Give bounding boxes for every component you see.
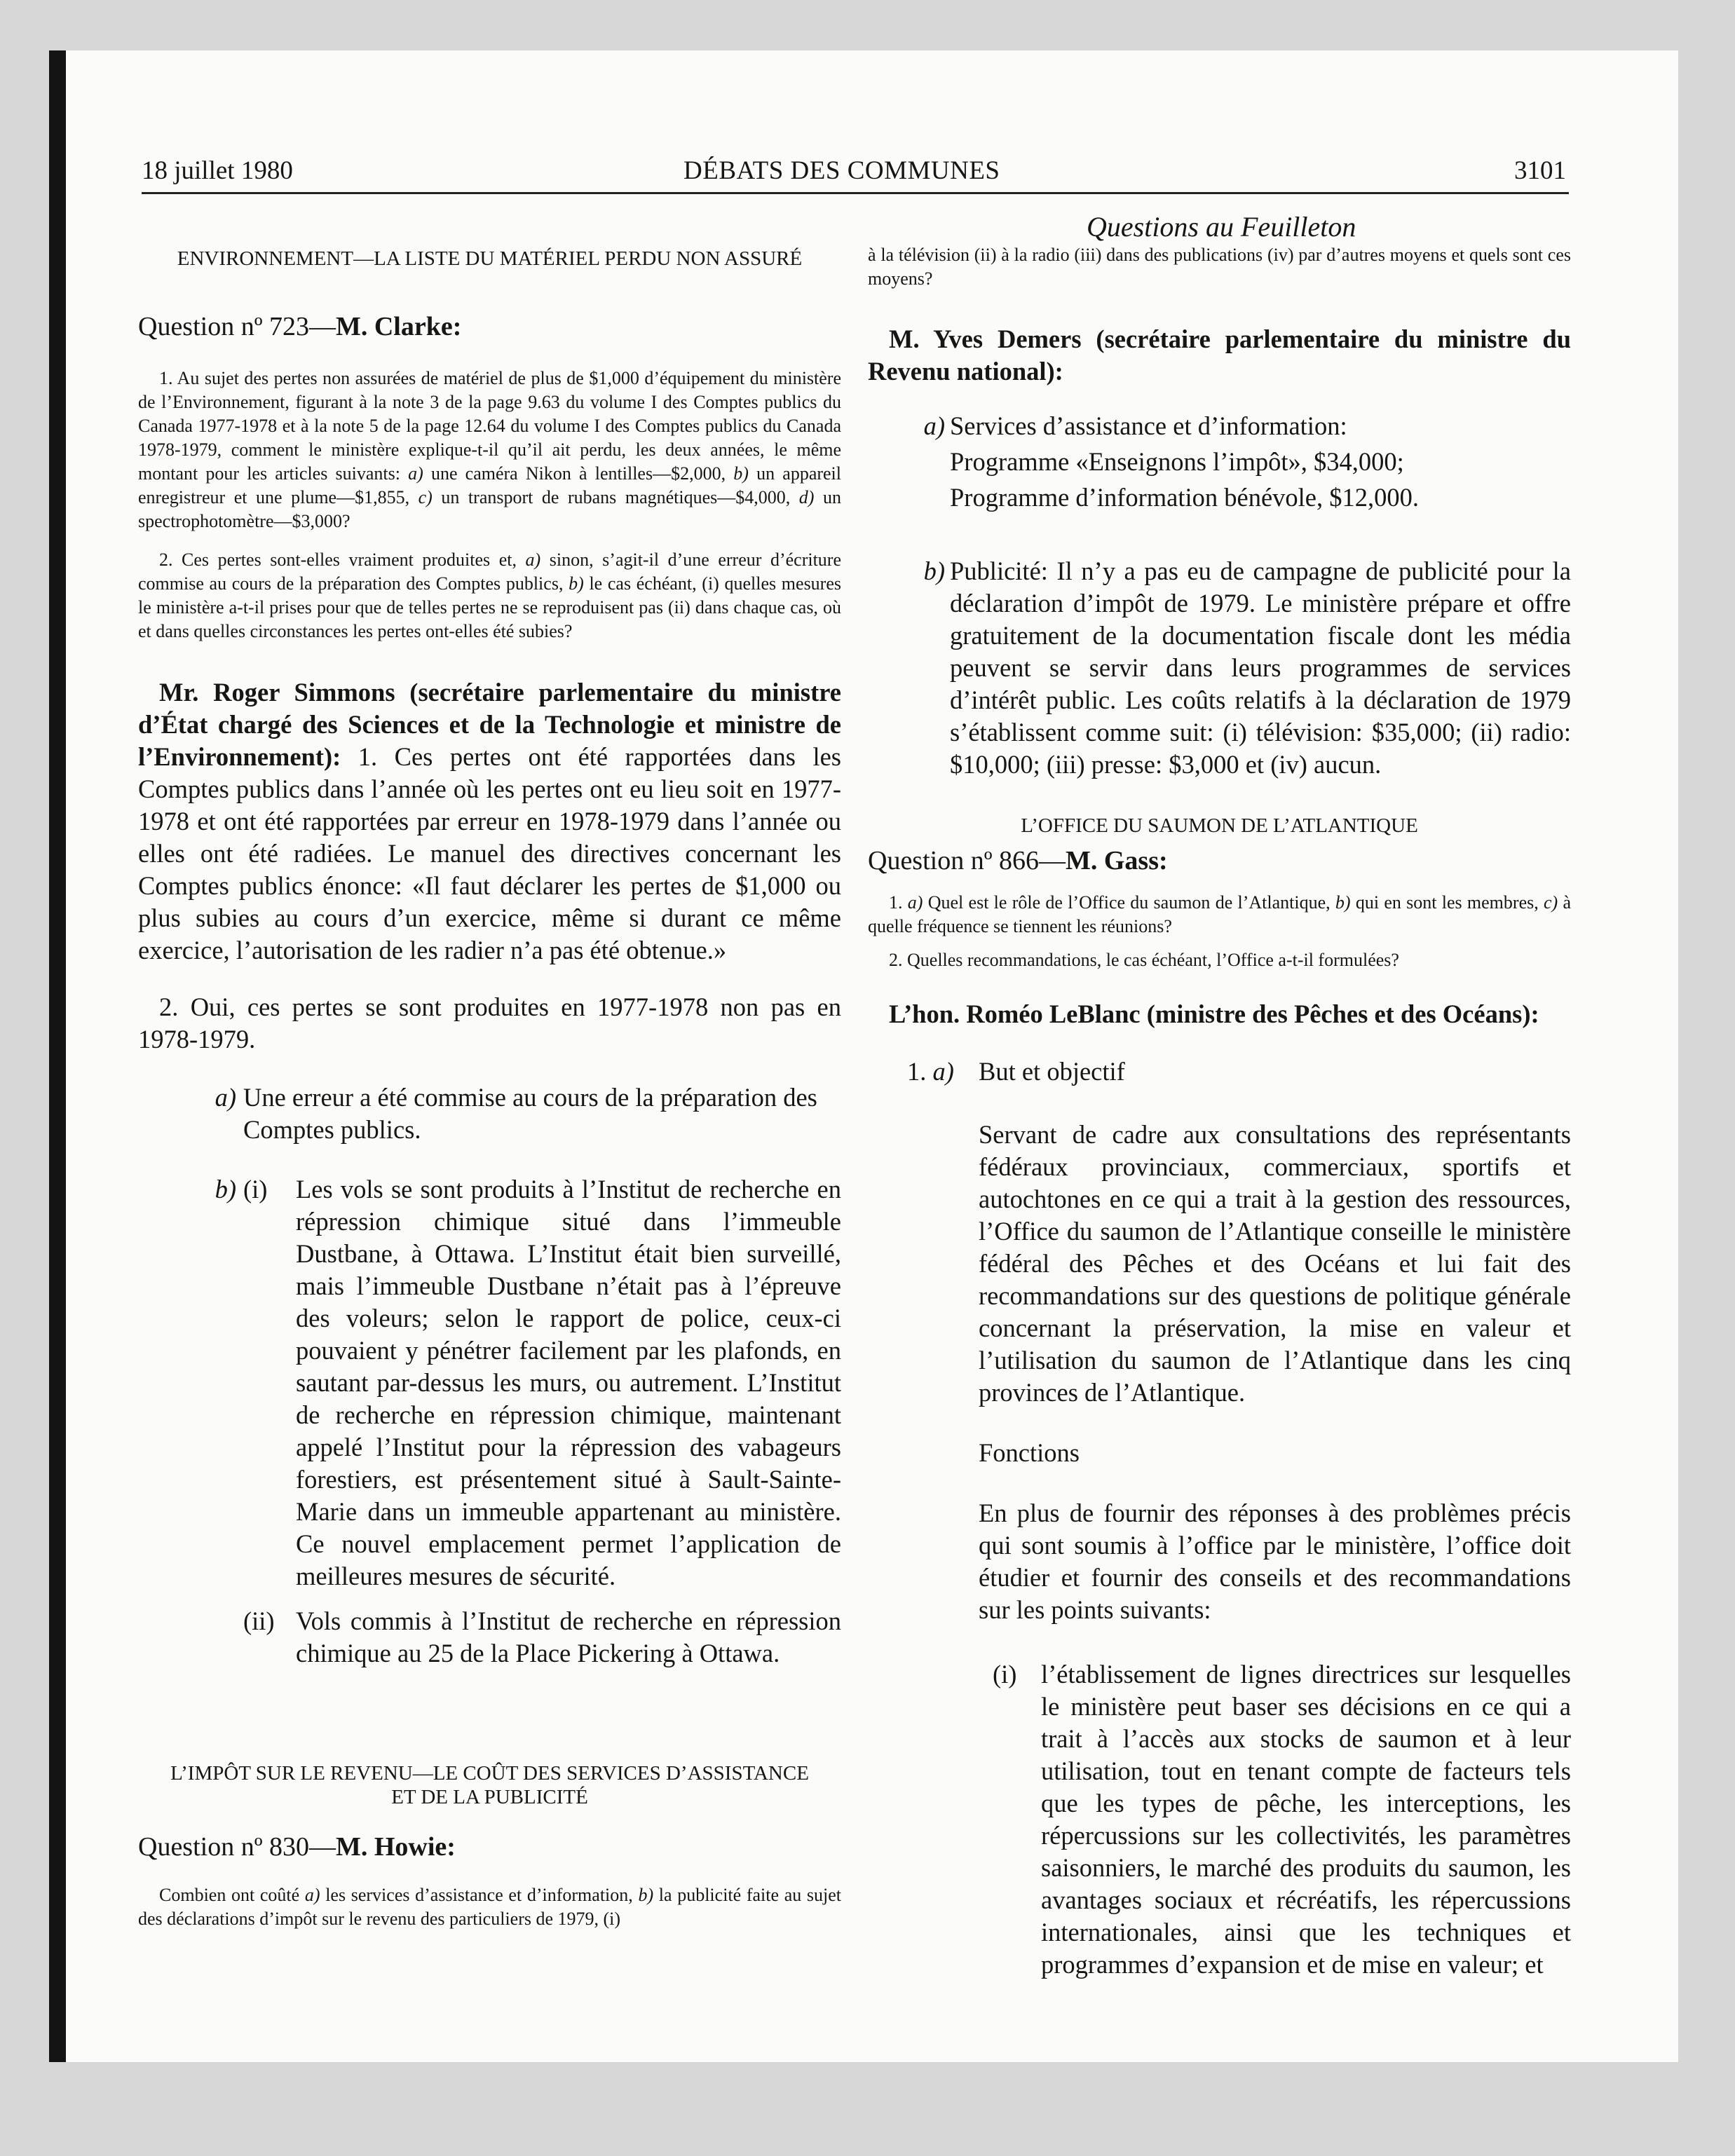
item-a <box>138 1082 841 1146</box>
question-830-text <box>138 1883 841 1931</box>
speaker-demers: M. Yves Demers (secrétaire parlementaire du ministre du Revenu national): <box>868 325 1571 386</box>
answer-item-a-label-text: a) <box>923 411 945 440</box>
item-b-label-text: b) <box>215 1175 236 1203</box>
simmons-answer <box>138 676 841 967</box>
question-723-prefix: Question nº 723— <box>138 312 336 341</box>
q723-p1-text-e: un spectrophotomètre—$3,000? <box>138 487 842 531</box>
q866-p1-text-a: 1. <box>889 892 908 913</box>
item-b-i-text: Les vols se sont produits à l’Institut de recherche en répression chimique situé dans l’immeuble Dustbane, à Ottawa. L’Institut était bien surveillé, mais l’immeuble Dustbane n’était pas à l’épreuve des voleurs; selon le rapport de police, ceux-ci pouvaient y pénétrer facilement par les plafonds, en sautant par-dessus les murs, ou autrement. L’Institut de recherche en répression chimique, maintenant appelé l’Institut pour la répression des vabageurs forestiers, est présentement situé à Sault-Sainte-Marie dans un immeuble appartenant au ministère. Ce nouvel emplacement permet l’application de meilleures mesures de sécurité. <box>296 1175 841 1590</box>
question-830-member: M. Howie: <box>336 1832 456 1862</box>
answer-item-i-label: (i) <box>993 1660 1017 1688</box>
question-830-continued: à la télévision (ii) à la radio (iii) dans des publications (iv) par d’autres moyens et quels sont ces moyens? <box>868 245 1571 289</box>
question-866-part-1 <box>868 891 1571 939</box>
right-column <box>868 242 1571 1981</box>
q723-p1-label-c: c) <box>418 487 433 507</box>
question-830-prefix: Question nº 830— <box>138 1832 336 1862</box>
answer-1a-label-letter: a) <box>932 1057 954 1086</box>
q866-p1-text-d: à quelle fréquence se tiennent les réunions? <box>868 892 1572 936</box>
q723-p2-text-b: sinon, s’agit-il d’une erreur d’écriture commise au cours de la préparation des Comptes publics, <box>138 550 841 594</box>
answer-item-b-text: Publicité: Il n’y a pas eu de campagne de publicité pour la déclaration d’impôt de 1979. Le ministère prépare et offre gratuitement de la documentation fiscale dont les média peuvent se servir dans leurs programmes de services d’intérêt public. Les coûts relatifs à la déclaration de 1979 s’établissent comme suit: (i) télévision: $35,000; (ii) radio: $10,000; (iii) presse: $3,000 et (iv) aucun. <box>950 557 1571 779</box>
simmons-answer-part-1: 1. Ces pertes ont été rapportées dans les Comptes publics dans l’année où les pertes ont eu lieu soit en 1977-1978 et ont été rapportées par erreur en 1978-1979 dans l’année ou elles ont été radiées. Le manuel des directives concernant les Comptes publics énonce: «Il faut déclarer les pertes de $1,000 ou plus subies au cours d’un exercice, même si durant ce même exercice, l’autorisation de les radier n’a pas été obtenue.» <box>138 742 841 964</box>
q723-p2-label-a: a) <box>525 550 541 570</box>
answer-item-a-text: Services d’assistance et d’information: <box>950 411 1347 440</box>
q723-p1-text-c: un appareil enregistreur et une plume—$1,855, <box>138 463 842 507</box>
answer-item-b-label <box>910 555 945 587</box>
q866-p1-text-c: qui en sont les membres, <box>1350 892 1544 913</box>
q723-p2-label-b: b) <box>569 573 584 594</box>
section-title-saumon: L’OFFICE DU SAUMON DE L’ATLANTIQUE <box>1021 814 1418 837</box>
q723-p1-label-b: b) <box>733 463 749 484</box>
q830-label-b: b) <box>638 1885 654 1905</box>
item-b-ii-text: Vols commis à l’Institut de recherche en répression chimique au 25 de la Place Pickering à Ottawa. <box>296 1606 841 1667</box>
q723-p1-text-a: 1. Au sujet des pertes non assurées de matériel de plus de $1,000 d’équipement du ministère de l’Environnement, figurant à la note 3 de la page 9.63 du volume I des Comptes publics du Canada 1977-1978 et à la note 5 de la page 12.64 du volume I des Comptes publics du Canada 1978-1979, comment le ministère explique-t-il qu’il ait perdu, les deux années, le même montant pour les articles suivants: <box>138 368 841 484</box>
left-column <box>138 242 841 1931</box>
question-866-part-2: 2. Quelles recommandations, le cas échéant, l’Office a-t-il formulées? <box>889 950 1399 970</box>
item-b-ii <box>138 1605 841 1670</box>
scan-edge-shadow <box>49 50 66 2062</box>
q866-p1-label-a: a) <box>907 892 923 913</box>
fonctions-heading: Fonctions <box>979 1438 1080 1467</box>
question-866-member: M. Gass: <box>1066 846 1168 875</box>
item-a-text: Une erreur a été commise au cours de la préparation des Comptes publics. <box>243 1083 817 1144</box>
question-723-heading <box>138 311 841 343</box>
q830-label-a: a) <box>304 1885 320 1905</box>
header-page-number: 3101 <box>1514 156 1566 185</box>
item-b-i-label: (i) <box>243 1175 268 1203</box>
answer-1a-heading: But et objectif <box>979 1057 1125 1086</box>
q830-text-c: la publicité faite au sujet des déclarations d’impôt sur le revenu des particuliers de 1979, (i) <box>138 1885 841 1929</box>
question-830-heading <box>138 1831 841 1863</box>
header-date: 18 juillet 1980 <box>142 156 293 185</box>
answer-item-a-line-3: Programme d’information bénévole, $12,000. <box>950 483 1420 512</box>
q723-p1-text-d: un transport de rubans magnétiques—$4,000, <box>432 487 799 507</box>
q866-p1-label-b: b) <box>1335 892 1351 913</box>
answer-item-a <box>868 410 1571 514</box>
q830-text-b: les services d’assistance et d’information, <box>320 1885 639 1905</box>
q723-p1-label-d: d) <box>798 487 815 507</box>
section-title-environnement: ENVIRONNEMENT—LA LISTE DU MATÉRIEL PERDU NON ASSURÉ <box>177 247 803 270</box>
header-publication: DÉBATS DES COMMUNES <box>683 156 1000 185</box>
section-title-impot: L’IMPÔT SUR LE REVENU—LE COÛT DES SERVICES D’ASSISTANCE ET DE LA PUBLICITÉ <box>170 1762 809 1808</box>
answer-item-a-line-2: Programme «Enseignons l’impôt», $34,000; <box>950 447 1404 476</box>
item-a-label <box>201 1082 236 1114</box>
question-723-part-1 <box>138 367 841 533</box>
q723-p1-label-a: a) <box>408 463 423 484</box>
item-b-label <box>201 1173 236 1206</box>
running-head: Questions au Feuilleton <box>1087 211 1356 243</box>
q830-text-a: Combien ont coûté <box>159 1885 305 1905</box>
answer-1a-label-num: 1. <box>907 1057 927 1086</box>
question-866-prefix: Question nº 866— <box>868 846 1066 875</box>
answer-1a-label <box>907 1056 977 1088</box>
speaker-simmons: Mr. Roger Simmons (secrétaire parlementaire du ministre d’État chargé des Sciences et de la Technologie et ministre de l’Environnement): <box>138 678 841 771</box>
answer-item-b-label-text: b) <box>923 557 945 585</box>
q723-p2-text-a: 2. Ces pertes sont-elles vraiment produites et, <box>159 550 526 570</box>
header-rule <box>142 192 1569 194</box>
answer-1a-paragraph: Servant de cadre aux consultations des représentants fédéraux provinciaux, commerciaux, sportifs et autochtones en ce qui a trait à la gestion des ressources, l’Office du saumon de l’Atlantique conseille le ministère fédéral des Pêches et des Océans et lui fait des recommandations sur des questions de politique générale concernant la préservation, la mise en valeur et l’utilisation du saumon de l’Atlantique dans les cinq provinces de l’Atlantique. <box>979 1120 1571 1407</box>
question-866-heading <box>868 845 1571 877</box>
answer-item-b <box>868 555 1571 781</box>
speaker-leblanc: L’hon. Roméo LeBlanc (ministre des Pêches et des Océans): <box>889 999 1539 1028</box>
answer-1a <box>868 1056 1571 1088</box>
fonctions-paragraph: En plus de fournir des réponses à des problèmes précis qui sont soumis à l’office par le ministère, l’office doit étudier et fournir des conseils et des recommandations sur les points suivants: <box>979 1499 1571 1624</box>
q866-p1-label-c: c) <box>1544 892 1558 913</box>
q866-p1-text-b: Quel est le rôle de l’Office du saumon de l’Atlantique, <box>923 892 1335 913</box>
answer-item-i <box>868 1658 1571 1981</box>
question-723-part-2 <box>138 548 841 643</box>
item-b-ii-label: (ii) <box>243 1606 275 1635</box>
q723-p2-text-c: le cas échéant, (i) quelles mesures le ministère a-t-il prises pour que de telles pertes ne se reproduisent pas (ii) dans chaque cas, où et dans quelles circonstances les pertes ont-elles été subies? <box>138 573 841 641</box>
question-723-member: M. Clarke: <box>336 312 462 341</box>
item-b-i <box>138 1173 841 1592</box>
answer-item-a-label <box>910 410 945 442</box>
simmons-answer-part-2: 2. Oui, ces pertes se sont produites en 1977-1978 non pas en 1978-1979. <box>138 992 841 1053</box>
item-a-label-text: a) <box>215 1083 236 1112</box>
q723-p1-text-b: une caméra Nikon à lentilles—$2,000, <box>423 463 734 484</box>
answer-item-i-text: l’établissement de lignes directrices sur lesquelles le ministère peut baser ses décisions en ce qui a trait à l’accès aux stocks de saumon et à leur utilisation, tout en tenant compte de facteurs tels que les types de pêche, les interceptions, les répercussions sur les collectivités, les paramètres saisonniers, le marché des produits du saumon, les avantages sociaux et récréatifs, les répercussions internationales, ainsi que les techniques et programmes d’expansion et de mise en valeur; et <box>1041 1660 1571 1979</box>
